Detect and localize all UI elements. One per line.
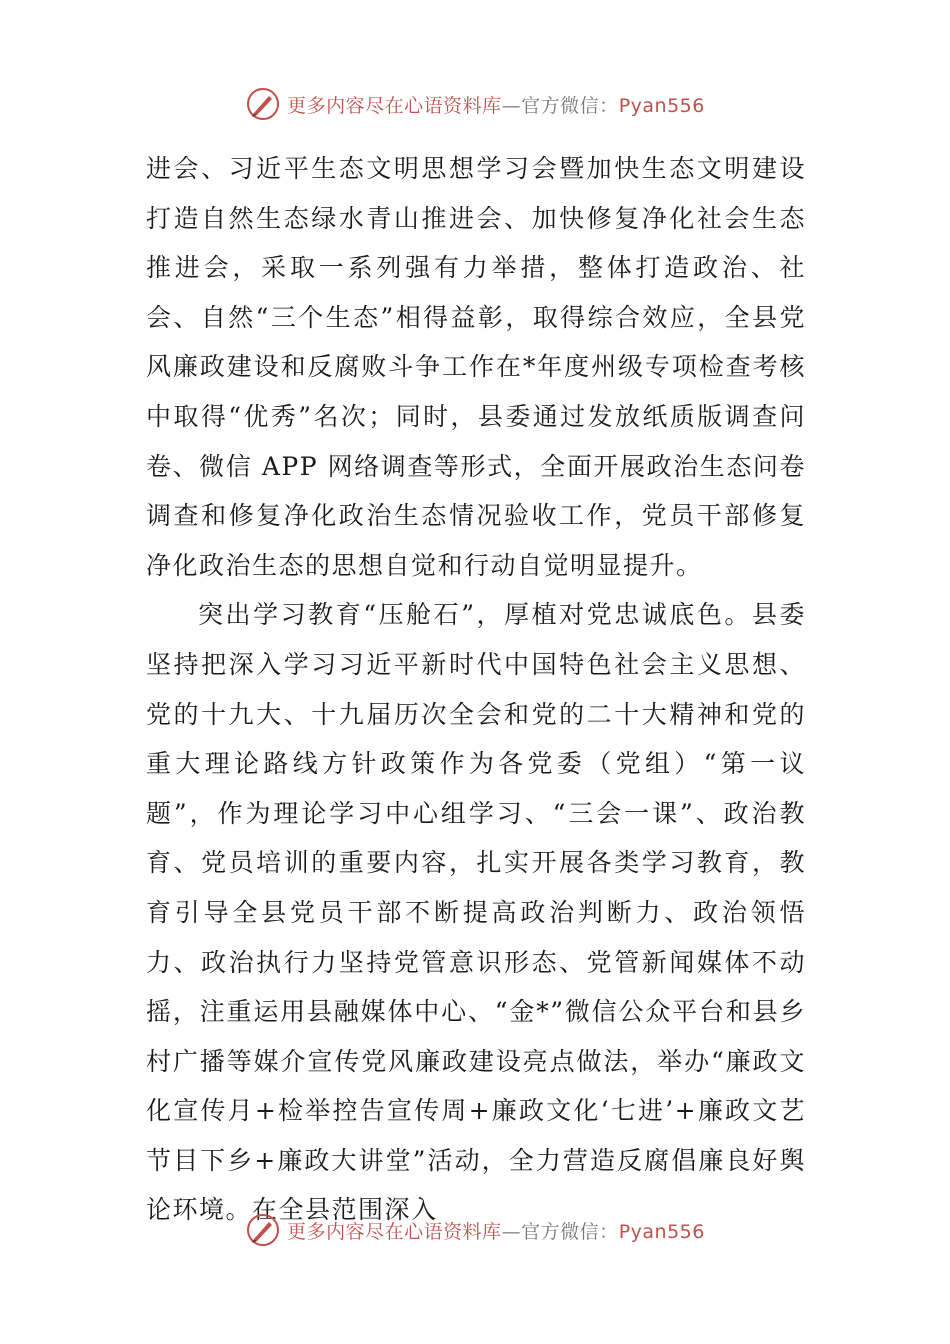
brand-line xyxy=(287,91,705,118)
brand-label: 官方微信： xyxy=(521,1220,619,1243)
footer-brand xyxy=(0,1208,950,1252)
brand-dash: — xyxy=(501,94,522,117)
document-body xyxy=(146,144,806,1235)
pen-logo-icon xyxy=(245,1212,281,1248)
paragraph-1: 进会、习近平生态文明思想学习会暨加快生态文明建设打造自然生态绿水青山推进会、加快修复净化社会生态推进会，采取一系列强有力举措，整体打造政治、社会、自然“三个生态”相得益彰，取得综合效应，全县党风廉政建设和反腐败斗争工作在*年度州级专项检查考核中取得“优秀”名次；同时，县委通过发放纸质版调查问卷、微信 APP 网络调查等形式，全面开展政治生态问卷调查和修复净化政治生态情况验收工作，党员干部修复净化政治生态的思想自觉和行动自觉明显提升。 xyxy=(146,154,806,580)
brand-dash: — xyxy=(501,1220,522,1243)
brand-main: 更多内容尽在心语资料库 xyxy=(287,94,502,117)
brand-label: 官方微信： xyxy=(521,94,619,117)
brand-main: 更多内容尽在心语资料库 xyxy=(287,1220,502,1243)
brand-line xyxy=(287,1217,705,1244)
header-brand xyxy=(0,82,950,126)
pen-logo-icon xyxy=(245,86,281,122)
paragraph-2: 突出学习教育“压舱石”，厚植对党忠诚底色。县委坚持把深入学习习近平新时代中国特色社会主义思想、党的十九大、十九届历次全会和党的二十大精神和党的重大理论路线方针政策作为各党委（党组）“第一议题”，作为理论学习中心组学习、“三会一课”、政治教育、党员培训的重要内容，扎实开展各类学习教育，教育引导全县党员干部不断提高政治判断力、政治领悟力、政治执行力坚持党管意识形态、党管新闻媒体不动摇，注重运用县融媒体中心、“金*”微信公众平台和县乡村广播等媒介宣传党风廉政建设亮点做法，举办“廉政文化宣传月+检举控告宣传周+廉政文化‘七进’+廉政文艺节目下乡+廉政大讲堂”活动，全力营造反腐倡廉良好舆论环境。在全县范围深入 xyxy=(146,600,806,1225)
wechat-id: Pyan556 xyxy=(618,94,705,117)
wechat-id: Pyan556 xyxy=(618,1220,705,1243)
